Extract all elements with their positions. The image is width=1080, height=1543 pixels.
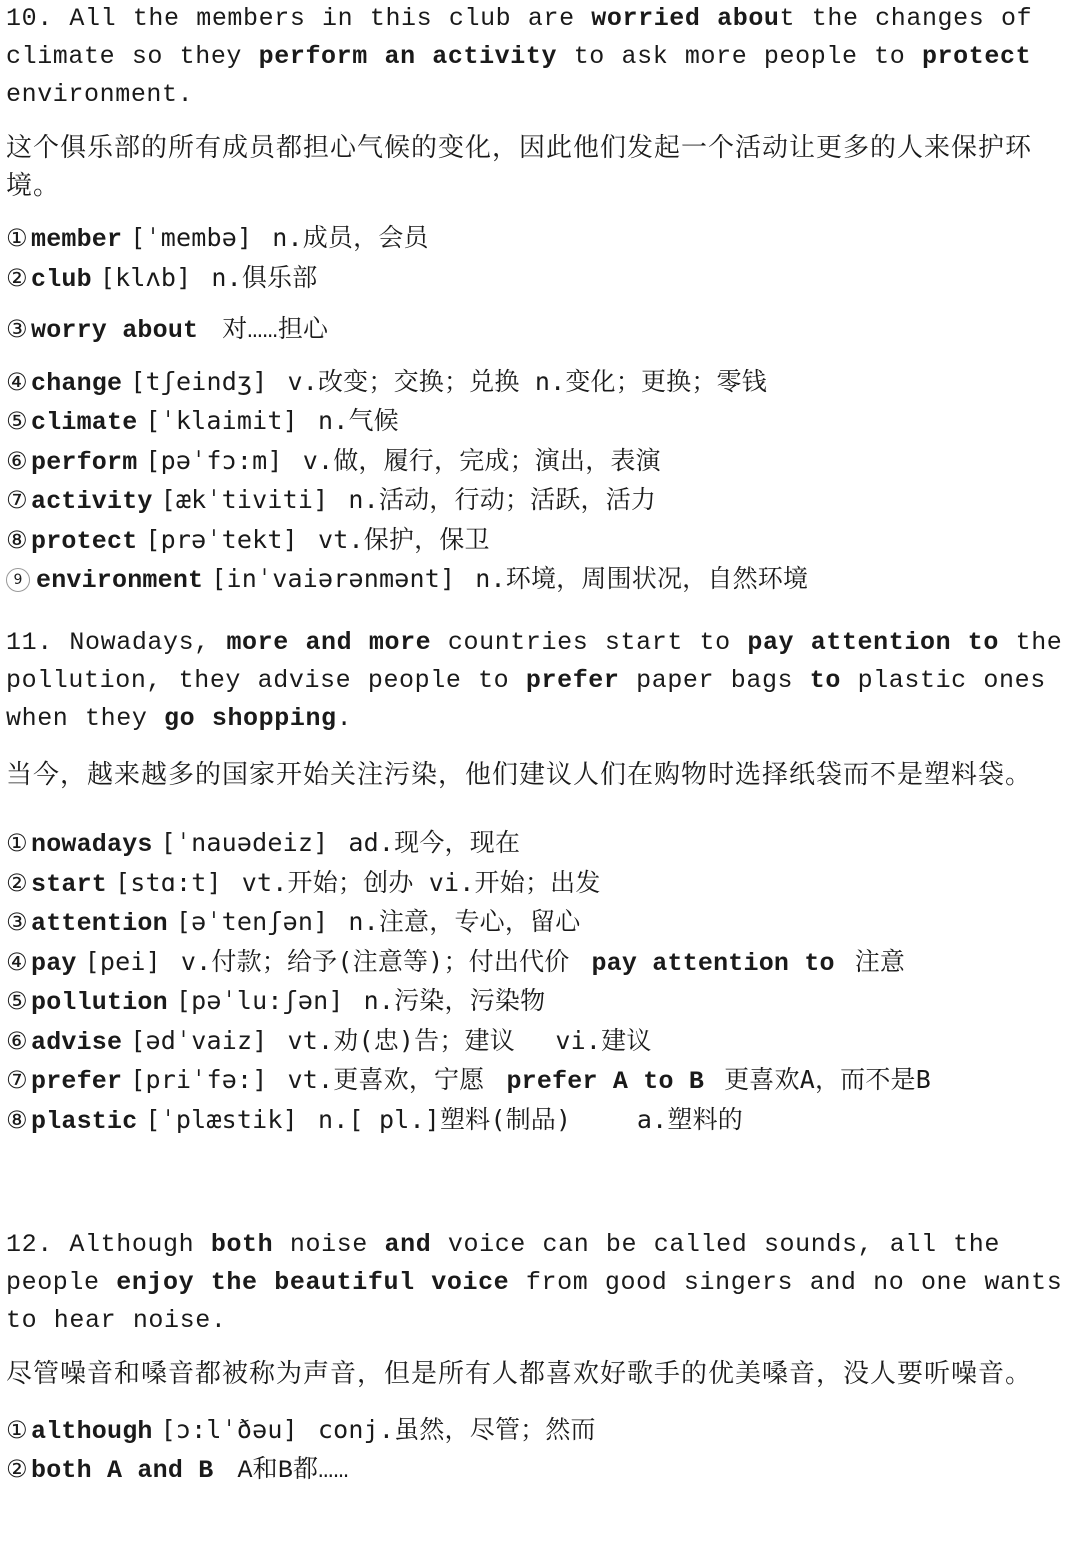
definition: n.污染，污染物 [363,986,546,1015]
key-phrase: protect [921,42,1032,71]
definition: n.俱乐部 [211,262,318,292]
item-number: ② [6,1454,28,1483]
sentence-text: countries start to [431,628,748,657]
sentence-text: 10. All the members in this club are [6,4,592,33]
item-number: ① [6,829,28,857]
item-number: ⑦ [6,1066,28,1094]
item-number: 9 [6,568,30,592]
phonetic: [ədˈvaiz] [130,1025,268,1055]
phonetic: [pei] [84,946,161,976]
vocab-word: pollution [31,988,168,1017]
key-phrase: go shopping [164,704,337,733]
definition: ad.现今，现在 [348,828,521,857]
key-phrase: and [384,1230,432,1259]
definition: vt.保护，保卫 [317,524,490,554]
vocab-word: advise [31,1027,123,1057]
vocab-word: perform [31,447,138,477]
chinese-translation: 尽管噪音和嗓音都被称为声音，但是所有人都喜欢好歌手的优美嗓音，没人要听噪音。 [6,1359,1033,1389]
chinese-translation: 当今，越来越多的国家开始关注污染，他们建议人们在购物时选择纸袋而不是塑料袋。 [6,760,1033,790]
sentence-text: paper bags [619,666,810,695]
phrase: prefer A to B [506,1067,705,1096]
vocab-word: attention [31,909,168,938]
item-number: ④ [6,367,28,396]
phonetic: [ˈklaimit] [145,406,298,435]
item-number: ⑥ [6,446,28,475]
sentence-text: 12. Although [6,1230,211,1259]
vocab-item [6,402,1066,442]
phonetic: [klʌb] [99,262,192,292]
item-number: ③ [6,315,28,343]
key-phrase: to [809,666,841,695]
phrase-definition: 更喜欢A，而不是B [724,1065,931,1094]
phonetic: [prəˈtekt] [145,524,298,554]
vocab-word: prefer [31,1067,123,1096]
vocab-word: protect [31,526,138,556]
vocab-item [6,1451,1066,1490]
vocab-word: although [31,1417,153,1446]
key-phrase: perform an activity [258,42,558,71]
vocab-item [6,521,1066,561]
sentence-text: the pollution, they advise people to [6,628,1063,695]
item-number: ① [6,1416,28,1444]
sentence-section-10 [6,0,1066,600]
vocab-word: nowadays [31,830,153,859]
definition: n.气候 [317,406,399,435]
item-number: ③ [6,908,28,936]
sentence-text: environment. [6,80,194,109]
phonetic: [ɔ:lˈðəu] [160,1415,298,1444]
item-number: ⑥ [6,1026,28,1055]
vocab-item [6,903,1066,943]
vocab-word: climate [31,408,138,437]
sentence-section-12 [6,1226,1066,1489]
vocab-list [6,824,1066,1140]
vocab-item [6,1022,1066,1062]
english-sentence [6,0,1066,114]
key-phrase: enjoy the beautiful voice [116,1268,510,1297]
item-number: ④ [6,947,28,976]
item-number: ⑤ [6,407,28,435]
definition: v.做，履行，完成；演出，表演 [302,445,661,475]
definition: vt.开始；创办 vi.开始；出发 [241,867,601,897]
sentence-text: voice can be called sounds, all the people [6,1230,1000,1297]
vocab-item [6,864,1066,904]
sentence-text: . [336,704,353,733]
vocab-word: club [31,264,92,294]
item-number: ① [6,224,28,252]
chinese-translation: 这个俱乐部的所有成员都担心气候的变化，因此他们发起一个活动让更多的人来保护环境。 [6,133,1033,201]
phrase: pay attention to [591,948,835,978]
phonetic: [ækˈtiviti] [160,485,329,514]
vocab-item [6,982,1066,1022]
vocab-word: member [31,225,123,254]
phonetic: [tʃeindʒ] [130,366,268,396]
phonetic: [əˈtenʃən] [175,907,329,936]
vocab-item [6,311,1066,350]
vocab-item [6,560,1066,600]
sentence-text: to ask more people to [557,42,922,71]
vocab-word: activity [31,487,153,516]
key-phrase: more and more [226,628,432,657]
vocab-item [6,442,1066,482]
item-number: ⑧ [6,525,28,554]
phonetic: [inˈvaiərənmənt] [211,564,456,593]
phonetic: [stɑ:t] [115,867,222,897]
key-phrase: pay attention to [747,628,999,657]
vocab-word: start [31,869,108,899]
sentence-text: from good singers and no one wants to hear noise. [6,1268,1063,1335]
phonetic: [ˈplæstik] [145,1104,298,1134]
definition: v.付款；给予(注意等)；付出代价 [180,946,570,976]
phonetic: [ˈnauədeiz] [160,828,329,857]
definition: n.环境，周围状况，自然环境 [475,564,809,593]
vocab-list [6,1411,1066,1489]
definition: n.[ pl.]塑料(制品) a.塑料的 [317,1104,744,1134]
item-number: ② [6,868,28,897]
phonetic: [priˈfə:] [130,1065,268,1094]
definition: A和B都…… [237,1455,349,1485]
vocab-list [6,219,1066,600]
vocab-item [6,259,1066,299]
english-sentence [6,1226,1066,1340]
vocab-word: change [31,368,123,398]
vocab-item [6,824,1066,864]
definition: v.改变；交换；兑换 n.变化；更换；零钱 [287,366,767,396]
vocab-item [6,481,1066,521]
vocab-word: pay [31,948,77,978]
english-sentence [6,624,1066,738]
item-number: ⑧ [6,1105,28,1134]
definition: n.活动，行动；活跃，活力 [348,485,657,514]
key-phrase: worried abou [591,4,780,33]
definition: 对……担心 [222,316,329,345]
vocab-item [6,1061,1066,1101]
vocab-word: both A and B [31,1455,214,1485]
key-phrase: both [210,1230,274,1259]
vocab-word: environment [36,566,204,595]
sentence-text: 11. Nowadays, [6,628,227,657]
item-number: ② [6,263,28,292]
item-number: ⑤ [6,987,28,1015]
item-number: ⑦ [6,486,28,514]
vocab-item [6,219,1066,259]
vocab-item [6,363,1066,403]
phrase-definition: 注意 [854,946,906,976]
definition: vt.劝(忠)告；建议 vi.建议 [287,1025,652,1055]
key-phrase: prefer [525,666,620,695]
definition: n.成员，会员 [272,223,429,252]
definition: conj.虽然，尽管；然而 [317,1415,596,1444]
sentence-section-11 [6,624,1066,1140]
definition: vt.更喜欢，宁愿 [287,1065,485,1094]
definition: n.注意，专心，留心 [348,907,581,936]
vocab-word: plastic [31,1106,138,1136]
vocab-word: worry about [31,316,199,345]
sentence-text: noise [273,1230,385,1259]
vocab-item [6,1411,1066,1451]
phonetic: [pəˈlu:ʃən] [175,986,344,1015]
sentence-text: plastic ones when they [6,666,1046,733]
phonetic: [ˈmembə] [130,223,253,252]
vocab-item [6,943,1066,983]
vocab-item [6,1101,1066,1141]
phonetic: [pəˈfɔ:m] [145,445,283,475]
sentence-text: t the changes of climate so they [6,4,1033,71]
